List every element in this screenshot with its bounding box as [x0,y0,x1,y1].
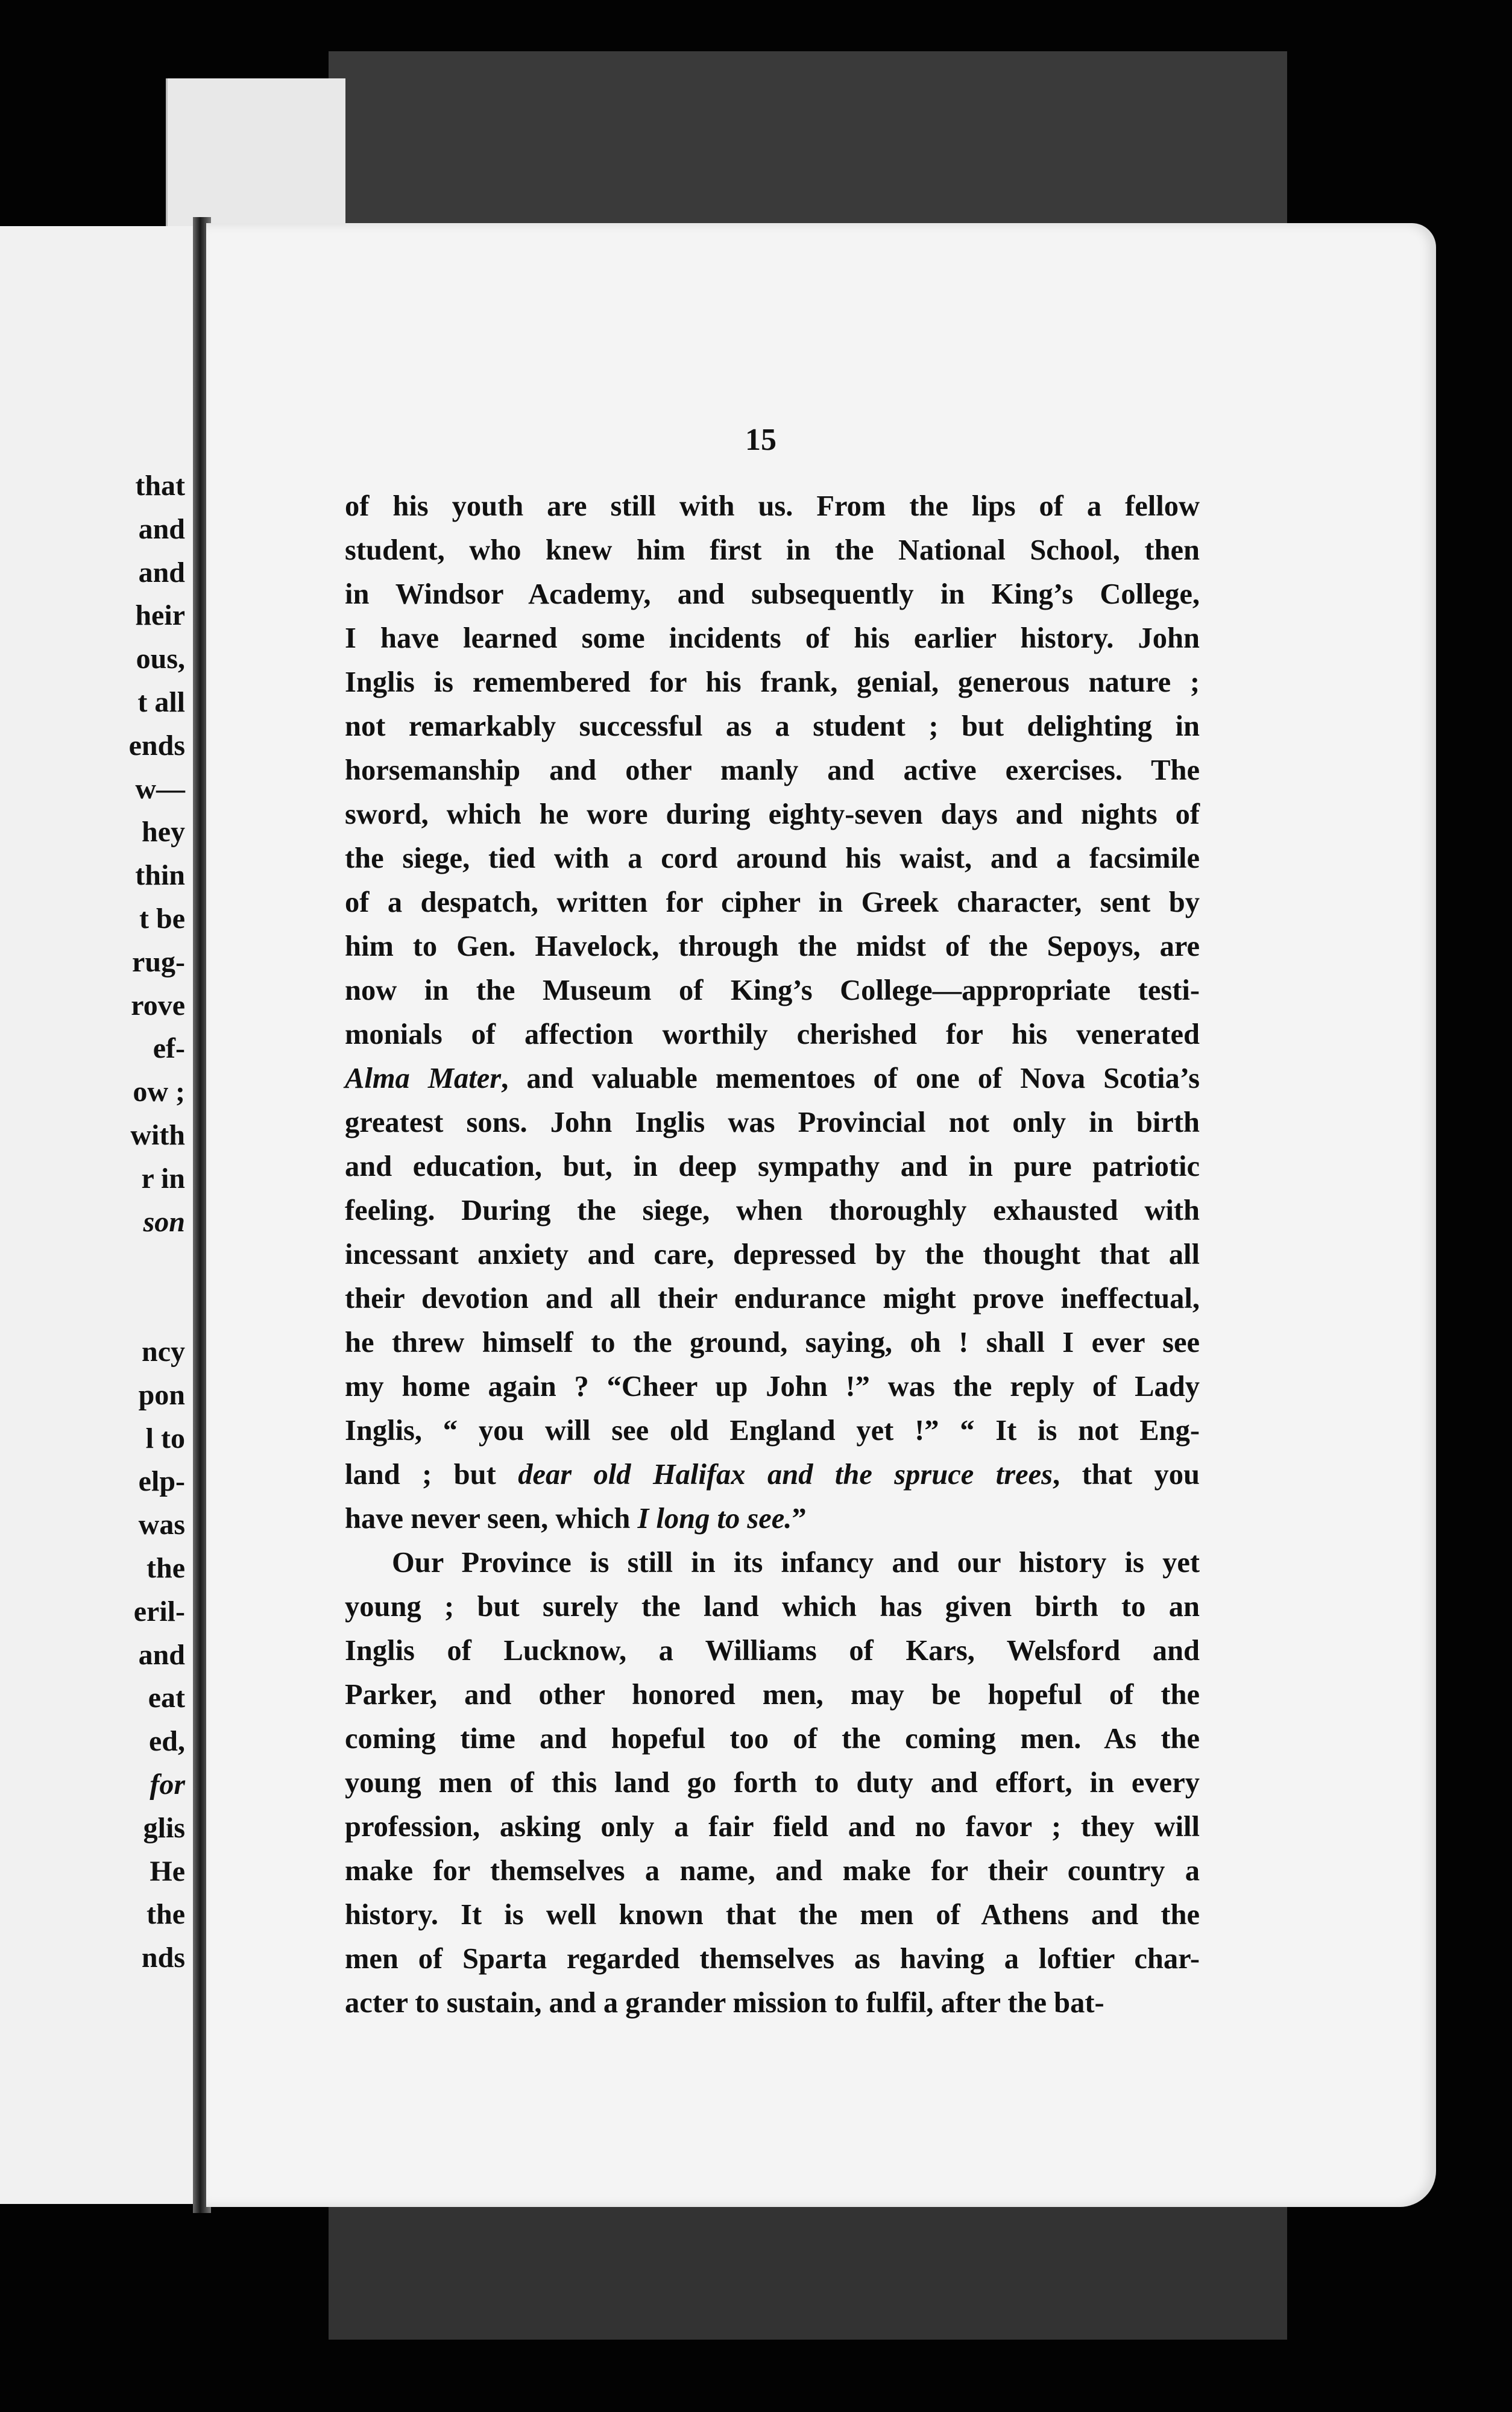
text-line: feeling. During the siege, when thoroughly exhausted with [345,1195,1200,1227]
text-line: make for themselves a name, and make for their country a [345,1855,1200,1887]
text-line: young ; but surely the land which has given birth to an [345,1591,1200,1623]
left-page-line: ncy [142,1335,185,1368]
text-line: have never seen, which I long to see.” [345,1503,807,1535]
left-page-line: rove [131,989,185,1021]
left-page-line: ef- [153,1032,185,1065]
left-page-line: and [138,513,185,545]
text-line: horsemanship and other manly and active exercises. The [345,754,1200,786]
book-spine-tab [166,78,345,232]
text-line: greatest sons. John Inglis was Provincial not only in birth [345,1107,1200,1138]
left-page-line [4,1287,185,1330]
page-number: 15 [745,423,776,457]
left-page-line: He [150,1855,185,1887]
text-line: I have learned some incidents of his earlier history. John [345,622,1200,654]
left-page-line: eat [148,1682,185,1714]
left-page-line: ow ; [133,1076,185,1108]
left-page-line: rug- [132,946,185,978]
scan-background-top [329,51,1287,232]
left-page-line: w— [135,772,185,805]
text-line: land ; but dear old Halifax and the spruce trees, that you [345,1459,1200,1491]
left-page-text [4,464,185,1980]
left-page-line: elp- [138,1465,185,1498]
italic-phrase: dear old Halifax and the spruce trees [518,1459,1053,1491]
text-line: monials of affection worthily cherished for his venerated [345,1018,1200,1050]
left-page-line: eril- [133,1595,185,1627]
text-line: Inglis, “ you will see old England yet !” “ It is not Eng- [345,1415,1200,1447]
text-line: not remarkably successful as a student ; but delighting in [345,710,1200,742]
text-line: young men of this land go forth to duty and effort, in every [345,1767,1200,1799]
text-line: Parker, and other honored men, may be hopeful of the [345,1679,1200,1711]
left-page-line: that [135,470,185,502]
left-page-line: pon [138,1378,185,1411]
left-page-line: for [150,1768,185,1801]
italic-phrase: I long to see. [637,1503,792,1535]
text-line: sword, which he wore during eighty-seven days and nights of [345,798,1200,830]
left-page-line: l to [145,1422,185,1454]
text-line: Inglis is remembered for his frank, genial, generous nature ; [345,666,1200,698]
left-page-line [4,1243,185,1287]
text-line: profession, asking only a fair field and no favor ; they will [345,1811,1200,1843]
page-body-text [345,484,1200,2025]
left-page-line: heir [135,599,185,632]
italic-phrase: Alma Mater [345,1062,502,1094]
text-line: Our Province is still in its infancy and our history is yet [392,1547,1200,1579]
paragraph-1 [345,484,1200,1541]
text-line: my home again ? “Cheer up John !” was the reply of Lady [345,1371,1200,1403]
left-page-line: ous, [136,643,185,675]
text-line: men of Sparta regarded themselves as having a loftier char- [345,1943,1200,1975]
left-page-line: ends [128,729,185,762]
left-page-line: the [146,1552,185,1584]
text-line: in Windsor Academy, and subsequently in King’s College, [345,578,1200,610]
text-line: history. It is well known that the men of Athens and the [345,1899,1200,1931]
left-page-line: nds [141,1942,185,1974]
left-page-line: t be [139,902,185,935]
left-page [0,226,202,2204]
text-line: Inglis of Lucknow, a Williams of Kars, Welsford and [345,1635,1200,1667]
left-page-line: and [138,1638,185,1671]
left-page-line: glis [143,1811,185,1844]
text-line: student, who knew him first in the National School, then [345,534,1200,566]
text-line: their devotion and all their endurance might prove ineffectual, [345,1283,1200,1315]
text-line: now in the Museum of King’s College—appropriate testi- [345,974,1200,1006]
text-line: incessant anxiety and care, depressed by the thought that all [345,1239,1200,1271]
text-line: the siege, tied with a cord around his waist, and a facsimile [345,842,1200,874]
left-page-line: the [146,1898,185,1931]
left-page-line: and [138,556,185,589]
text-line: of a despatch, written for cipher in Greek character, sent by [345,886,1200,918]
text-line: and education, but, in deep sympathy and in pure patriotic [345,1151,1200,1182]
left-page-line: thin [135,859,185,892]
left-page-line: was [138,1509,185,1541]
left-page-line: r in [141,1162,185,1195]
left-page-line: hey [142,816,185,848]
paragraph-2 [345,1541,1200,2025]
left-page-line: t all [137,686,185,718]
text-line: acter to sustain, and a grander mission to fulfil, after the bat- [345,1987,1104,2019]
text-line: of his youth are still with us. From the lips of a fellow [345,490,1200,522]
text-line: him to Gen. Havelock, through the midst of the Sepoys, are [345,930,1200,962]
text-line: he threw himself to the ground, saying, oh ! shall I ever see [345,1327,1200,1359]
left-page-line: ed, [149,1725,185,1758]
text-line: coming time and hopeful too of the coming men. As the [345,1723,1200,1755]
left-page-line: son [143,1205,185,1238]
left-page-line: with [130,1119,185,1151]
text-line: Alma Mater, and valuable mementoes of one of Nova Scotia’s [345,1062,1200,1094]
